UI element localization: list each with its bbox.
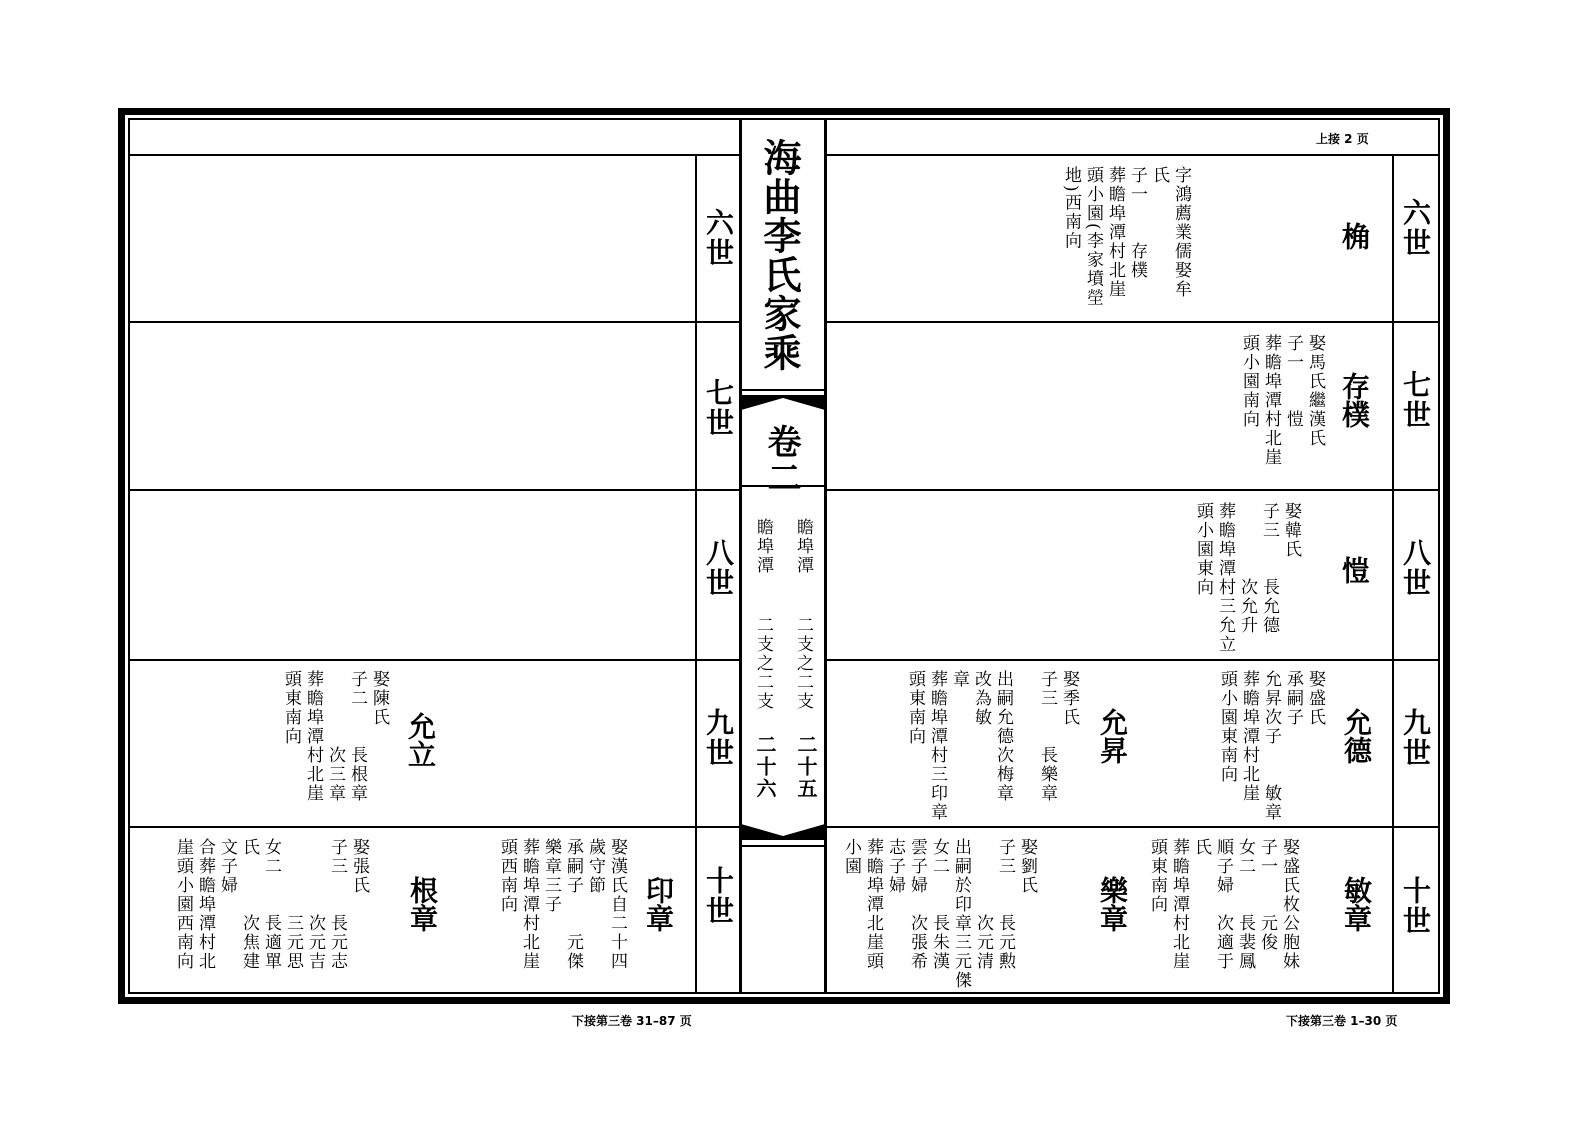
record-line: 三元思 [283, 838, 303, 971]
record-line: 雲子婦 次張希 [907, 838, 927, 971]
record-line [1014, 670, 1036, 822]
record-line: 出嗣於印章三元傑 [951, 838, 971, 990]
person-record [172, 838, 370, 971]
record-line: 娶張氏 [349, 838, 369, 895]
record-line: 子一 存樸 [1127, 166, 1147, 280]
record-line: 葬瞻埠潭村三允立 [1215, 502, 1235, 654]
record-line: 文子婦 [217, 838, 237, 895]
record-line: 子一 愷 [1283, 334, 1303, 429]
spine-border-left [739, 118, 742, 994]
record-line: 樂章三子 [541, 838, 561, 914]
gen-label-8-right: 八世 [1399, 538, 1432, 598]
record-line: 子三 長元志 [327, 838, 347, 971]
person-record [904, 670, 1080, 822]
person-record [496, 838, 628, 971]
gen-label-7-left: 七世 [702, 378, 735, 438]
record-line: 章 [949, 670, 969, 689]
record-line: 子二 長根章 [347, 670, 367, 803]
record-line: 地)西南向 [1061, 166, 1081, 251]
record-line: 出嗣允德次梅章 [993, 670, 1013, 803]
record-line: 娶盛氏 [1305, 670, 1325, 727]
spine-border-right [824, 118, 827, 994]
record-line: 女二 長裴鳳 [1235, 838, 1255, 971]
person-record [280, 670, 390, 803]
record-line: 子一 元俊 [1257, 838, 1277, 952]
gen-label-10-left: 十世 [702, 866, 735, 926]
record-line: 合葬瞻埠潭村北 [195, 838, 215, 971]
record-line: 子三 長樂章 [1037, 670, 1057, 803]
record-line: 字鴻薦業儒娶牟 [1171, 166, 1191, 299]
record-line: 小園 [841, 838, 861, 876]
person-record [1146, 838, 1300, 971]
person-record [1216, 670, 1326, 822]
record-line: 改為敏 [971, 670, 991, 727]
record-line: 頭東南向 [905, 670, 925, 746]
person-record [1238, 334, 1326, 467]
record-line: 葬瞻埠潭村北崖 [1105, 166, 1125, 299]
top-right-note: 上接 2 页 [1316, 132, 1369, 146]
spine-fishtail-top [741, 388, 825, 416]
gen-label-9-left: 九世 [702, 708, 735, 768]
record-line: 葬瞻埠潭村北崖 [303, 670, 323, 803]
row-rule [128, 321, 740, 323]
bottom-left-note: 下接第三卷 31–87 页 [572, 1014, 692, 1028]
bottom-right-note: 下接第三卷 1–30 页 [1286, 1014, 1398, 1028]
person-name: 敏章 [1340, 876, 1373, 932]
record-line: 娶漢氏自二十四 [607, 838, 627, 971]
person-name: 樂章 [1096, 876, 1129, 932]
spine-place-left: 瞻埠潭 [753, 518, 773, 575]
person-name: 存樸 [1338, 372, 1371, 428]
record-line: 頭小園東南向 [1217, 670, 1237, 784]
spine-page-left: 二十六 [753, 734, 777, 800]
record-line: 允昇次子 敏章 [1261, 670, 1281, 822]
person-name: 愷 [1338, 556, 1371, 584]
gen-label-9-right: 九世 [1399, 708, 1432, 768]
record-line: 頭東南向 [281, 670, 301, 746]
record-line: 葬瞻埠潭村北崖 [1239, 670, 1259, 803]
record-line: 頭西南向 [497, 838, 517, 914]
record-line: 子三 長元勲 [995, 838, 1015, 971]
record-line: 葬瞻埠潭村北崖 [519, 838, 539, 971]
record-line: 頭小園(李家墳塋 [1083, 166, 1103, 308]
record-line: 次元清 [973, 838, 993, 971]
record-line: 氏 [1149, 166, 1169, 185]
record-line: 娶馬氏繼漢氏 [1305, 334, 1325, 448]
record-line: 女二 長適單 [261, 838, 281, 971]
record-line: 葬瞻埠潭北崖頭 [863, 838, 883, 971]
record-line: 女二 長朱漢 [929, 838, 949, 971]
record-line: 葬瞻埠潭村北崖 [1169, 838, 1189, 971]
record-line: 子三 長允德 [1259, 502, 1279, 635]
row-rule [128, 489, 740, 491]
record-line: 氏 次焦建 [239, 838, 259, 971]
spine-fishtail-bottom [741, 820, 825, 850]
header-rule-left [128, 154, 740, 156]
spine-branch-right: 二支之二支 [793, 616, 813, 711]
person-name: 允立 [404, 712, 437, 768]
person-name: 根章 [406, 876, 439, 932]
record-line: 次三章 [325, 670, 345, 803]
record-line: 歲守節 [585, 838, 605, 895]
gen-label-6-right: 六世 [1399, 198, 1432, 258]
gen-label-10-right: 十世 [1399, 876, 1432, 936]
header-rule-right [826, 154, 1440, 156]
gen-label-8-left: 八世 [702, 538, 735, 598]
person-name: 印章 [642, 876, 675, 932]
record-line: 娶陳氏 [369, 670, 389, 727]
record-line: 娶劉氏 [1017, 838, 1037, 895]
record-line: 頭小園南向 [1239, 334, 1259, 429]
record-line: 葬瞻埠潭村北崖 [1261, 334, 1281, 467]
record-line: 娶盛氏枚公胞妹 [1279, 838, 1299, 971]
record-line: 娶季氏 [1059, 670, 1079, 727]
record-line: 娶韓氏 [1281, 502, 1301, 559]
row-rule [128, 659, 740, 661]
row-rule [826, 826, 1440, 828]
volume-label: 卷二 [761, 424, 801, 496]
record-line: 頭東南向 [1147, 838, 1167, 914]
person-name: 允昇 [1096, 708, 1129, 764]
person-record [840, 838, 1038, 990]
record-line: 承嗣子 元傑 [563, 838, 583, 971]
record-line: 志子婦 [885, 838, 905, 895]
row-rule [826, 489, 1440, 491]
gen-column-rule-left [695, 154, 697, 994]
record-line: 次允升 [1237, 502, 1257, 635]
spine-place-right: 瞻埠潭 [793, 518, 813, 575]
person-name: 桷 [1338, 222, 1371, 250]
row-rule [128, 826, 740, 828]
gen-label-6-left: 六世 [702, 208, 735, 268]
record-line: 氏 [1191, 838, 1211, 857]
person-name: 允德 [1340, 708, 1373, 764]
record-line: 承嗣子 [1283, 670, 1303, 727]
gen-label-7-right: 七世 [1399, 370, 1432, 430]
record-line: 葬瞻埠潭村三印章 [927, 670, 947, 822]
spine-branch-left: 二支之二支 [753, 616, 773, 711]
record-line: 頭小園東向 [1193, 502, 1213, 597]
record-line: 順子婦 次適于 [1213, 838, 1233, 971]
record-line: 崖頭小園西南向 [173, 838, 193, 971]
record-line: 次元吉 [305, 838, 325, 971]
book-title: 海曲李氏家乘 [757, 138, 802, 372]
spine-page-right: 二十五 [794, 734, 818, 800]
row-rule [826, 321, 1440, 323]
row-rule [826, 659, 1440, 661]
person-record [1192, 502, 1302, 654]
gen-column-rule-right [1392, 154, 1394, 994]
